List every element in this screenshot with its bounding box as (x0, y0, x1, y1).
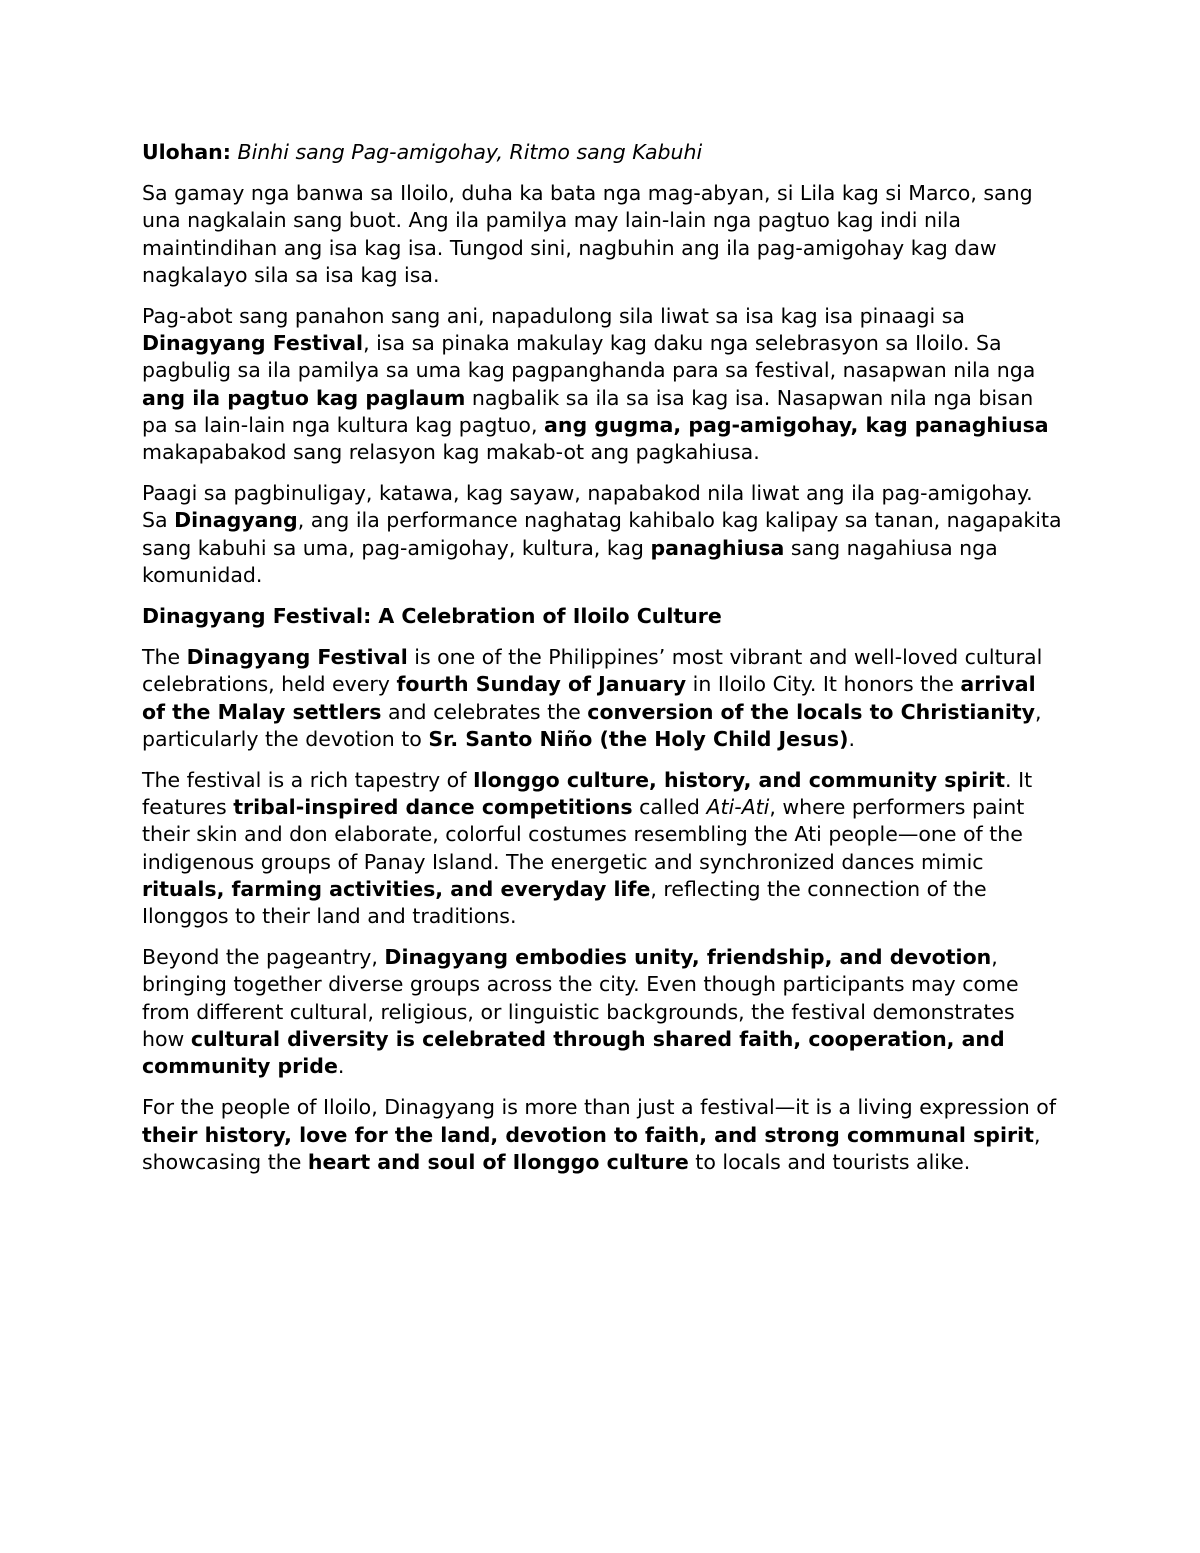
text-run: Beyond the pageantry, (142, 945, 385, 970)
text-run: nagbalik sa ila sa isa kag isa. Nasapwan nila nga bisan pa sa lain-lain nga kultura kag pagtuo, (142, 385, 1034, 437)
text-run: The festival is a rich tapestry of (142, 768, 473, 793)
text-run: , where performers paint their skin and don elaborate, colorful costumes resembling the Ati people—one of the indigenous groups of Panay Island. The energetic and synchronized dances mimic (142, 795, 1025, 874)
article-paragraph-1 (142, 644, 1062, 753)
text-run: Pag-abot sang panahon sang ani, napadulong sila liwat sa isa kag isa pinaagi sa (142, 304, 965, 329)
bold-run: arrival of the Malay settlers (142, 672, 1036, 724)
bold-run: Dinagyang embodies unity, friendship, and devotion (384, 945, 992, 970)
bold-run: rituals, farming activities, and everyday life (142, 876, 651, 901)
document-body (142, 139, 1062, 1190)
title-text: Binhi sang Pag-amigohay, Ritmo sang Kabuhi (237, 140, 703, 164)
story-paragraph-3 (142, 480, 1062, 589)
bold-run: tribal-inspired dance competitions (233, 795, 633, 820)
article-paragraph-3 (142, 944, 1062, 1080)
bold-run: Sr. Santo Niño (the Holy Child Jesus) (428, 726, 849, 751)
text-run: and celebrates the (381, 699, 588, 724)
text-run: For the people of Iloilo, Dinagyang is more than just a festival—it is a living expression of (142, 1095, 1057, 1120)
text-run: The (142, 645, 187, 670)
article-paragraph-4 (142, 1094, 1062, 1176)
text-run: . (337, 1054, 345, 1079)
text-run: , reflecting the connection of the Ilonggos to their land and traditions. (142, 876, 987, 929)
bold-run: Ilonggo culture, history, and community spirit (472, 768, 1006, 793)
article-heading: Dinagyang Festival: A Celebration of Iloilo Culture (142, 604, 722, 629)
bold-run: panaghiusa (650, 535, 785, 560)
text-run: to locals and tourists alike. (688, 1149, 971, 1174)
article-paragraph-2 (142, 767, 1062, 930)
bold-run: ang ila pagtuo kag paglaum (142, 385, 466, 410)
italic-run: Ati-Ati (706, 795, 770, 820)
title-label: Ulohan: (142, 140, 231, 164)
text-run: , showcasing the (142, 1122, 1041, 1174)
text-run: , ang ila performance naghatag kahibalo kag kalipay sa tanan, nagapakita sang kabuhi sa uma, pag-amigohay, kultura, kag (142, 508, 1062, 560)
story-paragraph-2 (142, 303, 1062, 466)
text-run: sang nagahiusa nga komunidad. (142, 535, 998, 587)
bold-run: Dinagyang (174, 508, 298, 533)
text-run: is one of the Philippines’ most vibrant and well-loved cultural celebrations, held every (142, 645, 1043, 697)
text-run: makapabakod sang relasyon kag makab-ot ang pagkahiusa. (142, 440, 760, 465)
bold-run: conversion of the locals to Christianity (587, 699, 1036, 724)
text-run: Paagi sa pagbinuligay, katawa, kag sayaw, napabakod nila liwat ang ila pag-amigohay. Sa (142, 481, 1033, 533)
title-line (142, 139, 1062, 166)
bold-run: Dinagyang Festival (142, 331, 364, 356)
bold-run: cultural diversity is celebrated through shared faith, cooperation, and community pride (142, 1026, 1005, 1079)
bold-run: fourth Sunday of January (396, 672, 687, 697)
story-paragraph-1: Sa gamay nga banwa sa Iloilo, duha ka bata nga mag-abyan, si Lila kag si Marco, sang una nagkalain sang buot. Ang ila pamilya may lain-lain nga pagtuo kag indi nila maintindihan ang isa kag isa. Tungod sini, nagbuhin ang ila pag-amigohay kag daw nagkalayo sila sa isa kag isa. (142, 181, 1033, 287)
bold-run: heart and soul of Ilonggo culture (307, 1149, 689, 1174)
text-run: . It features (142, 768, 1033, 820)
bold-run: ang gugma, pag-amigohay, kag panaghiusa (544, 412, 1049, 437)
text-run: in Iloilo City. It honors the (686, 672, 961, 697)
text-run: , particularly the devotion to (142, 699, 1042, 751)
bold-run: their history, love for the land, devotion to faith, and strong communal spirit (142, 1122, 1034, 1147)
text-run: . (848, 726, 855, 751)
bold-run: Dinagyang Festival (186, 645, 408, 670)
text-run: , bringing together diverse groups across the city. Even though participants may come from different cultural, religious, or linguistic backgrounds, the festival demonstrates how (142, 945, 1019, 1051)
text-run: called (632, 795, 707, 820)
text-run: , isa sa pinaka makulay kag daku nga selebrasyon sa Iloilo. Sa pagbulig sa ila pamilya sa uma kag pagpanghanda para sa festival, nasapwan nila nga (142, 331, 1036, 383)
